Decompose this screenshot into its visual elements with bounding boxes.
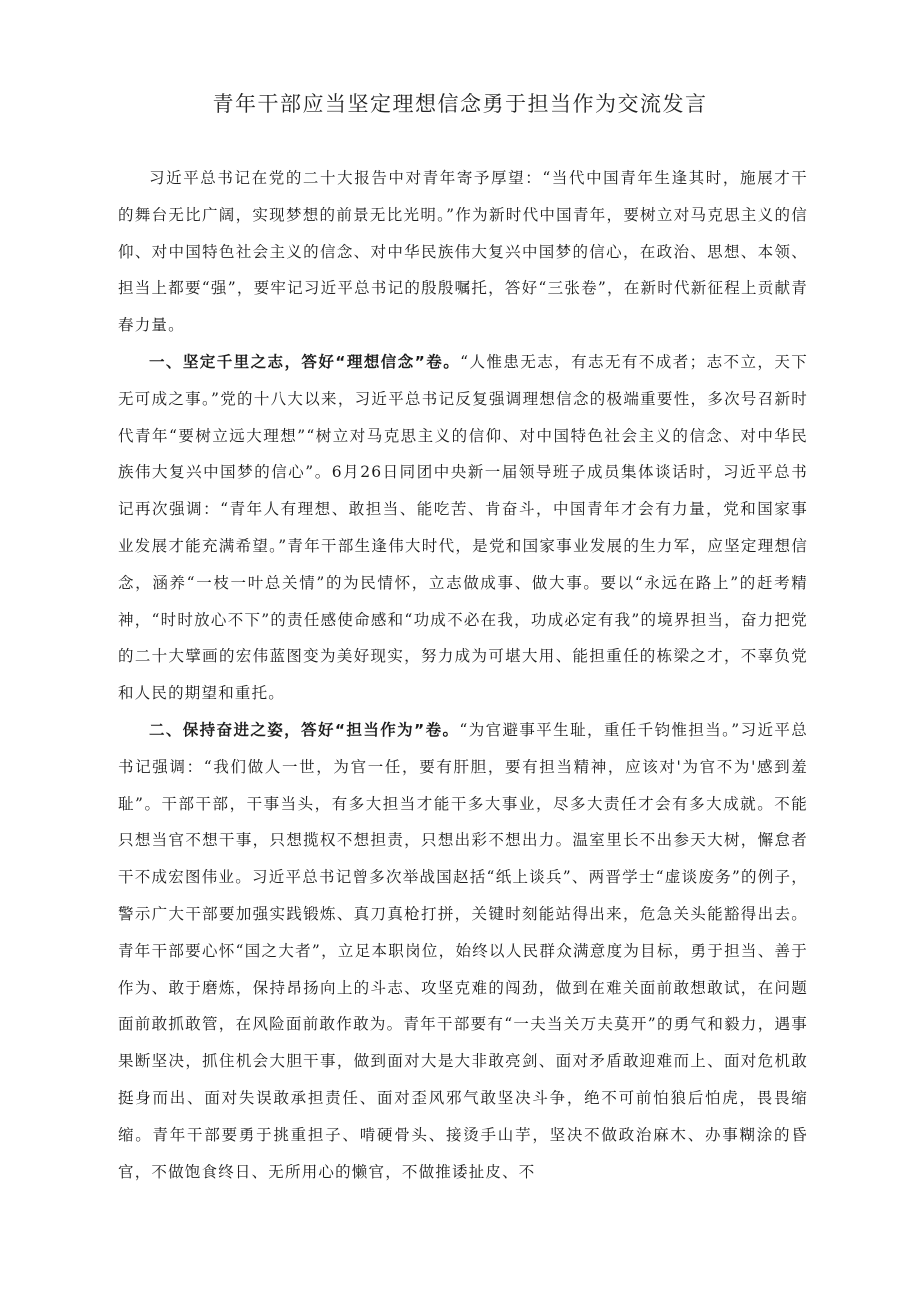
section-1-heading: 一、坚定千里之志，答好“理想信念”卷。 bbox=[149, 352, 461, 371]
paragraph-intro-text: 习近平总书记在党的二十大报告中对青年寄予厚望：“当代中国青年生逢其时，施展才干的舞台无比广阔，实现梦想的前景无比光明。”作为新时代中国青年，要树立对马克思主义的信仰、对中国特色社会主义的信念、对中华民族伟大复兴中国梦的信心，在政治、思想、本领、担当上都要“强”，要牢记习近平总书记的殷殷嘱托，答好“三张卷”，在新时代新征程上贡献青春力量。 bbox=[118, 169, 808, 335]
document-body bbox=[118, 160, 808, 1190]
paragraph-intro bbox=[118, 160, 808, 344]
paragraph-section-1 bbox=[118, 344, 808, 712]
paragraph-section-2 bbox=[118, 712, 808, 1190]
section-1-text: “人惟患无志，有志无有不成者；志不立，天下无可成之事。”党的十八大以来，习近平总书记反复强调理想信念的极端重要性，多次号召新时代青年“要树立远大理想”“树立对马克思主义的信仰、对中国特色社会主义的信念、对中华民族伟大复兴中国梦的信心”。6月26日同团中央新一届领导班子成员集体谈话时，习近平总书记再次强调：“青年人有理想、敢担当、能吃苦、肯奋斗，中国青年才会有力量，党和国家事业发展才能充满希望。”青年干部生逢伟大时代，是党和国家事业发展的生力军，应坚定理想信念，涵养“一枝一叶总关情”的为民情怀，立志做成事、做大事。要以“永远在路上”的赶考精神，“时时放心不下”的责任感使命感和“功成不必在我，功成必定有我”的境界担当，奋力把党的二十大擘画的宏伟蓝图变为美好现实，努力成为可堪大用、能担重任的栋梁之才，不辜负党和人民的期望和重托。 bbox=[118, 352, 808, 703]
document-title: 青年干部应当坚定理想信念勇于担当作为交流发言 bbox=[212, 92, 708, 116]
section-2-heading: 二、保持奋进之姿，答好“担当作为”卷。 bbox=[149, 720, 460, 739]
section-2-text: “为官避事平生耻，重任千钧惟担当。”习近平总书记强调：“我们做人一世，为官一任，要有肝胆，要有担当精神，应该对'为官不为'感到羞耻”。干部干部，干事当头，有多大担当才能干多大事业，尽多大责任才会有多大成就。不能只想当官不想干事，只想揽权不想担责，只想出彩不想出力。温室里长不出参天大树，懈怠者干不成宏图伟业。习近平总书记曾多次举战国赵括“纸上谈兵”、两晋学士“虚谈废务”的例子，警示广大干部要加强实践锻炼、真刀真枪打拼，关键时刻能站得出来，危急关头能豁得出去。青年干部要心怀“国之大者”，立足本职岗位，始终以人民群众满意度为目标，勇于担当、善于作为、敢于磨炼，保持昂扬向上的斗志、攻坚克难的闯劲，做到在难关面前敢想敢试，在问题面前敢抓敢管，在风险面前敢作敢为。青年干部要有“一夫当关万夫莫开”的勇气和毅力，遇事果断坚决，抓住机会大胆干事，做到面对大是大非敢亮剑、面对矛盾敢迎难而上、面对危机敢挺身而出、面对失误敢承担责任、面对歪风邪气敢坚决斗争，绝不可前怕狼后怕虎，畏畏缩缩。青年干部要勇于挑重担子、啃硬骨头、接烫手山芋，坚决不做政治麻木、办事糊涂的昏官，不做饱食终日、无所用心的懒官，不做推诿扯皮、不 bbox=[118, 720, 808, 1181]
